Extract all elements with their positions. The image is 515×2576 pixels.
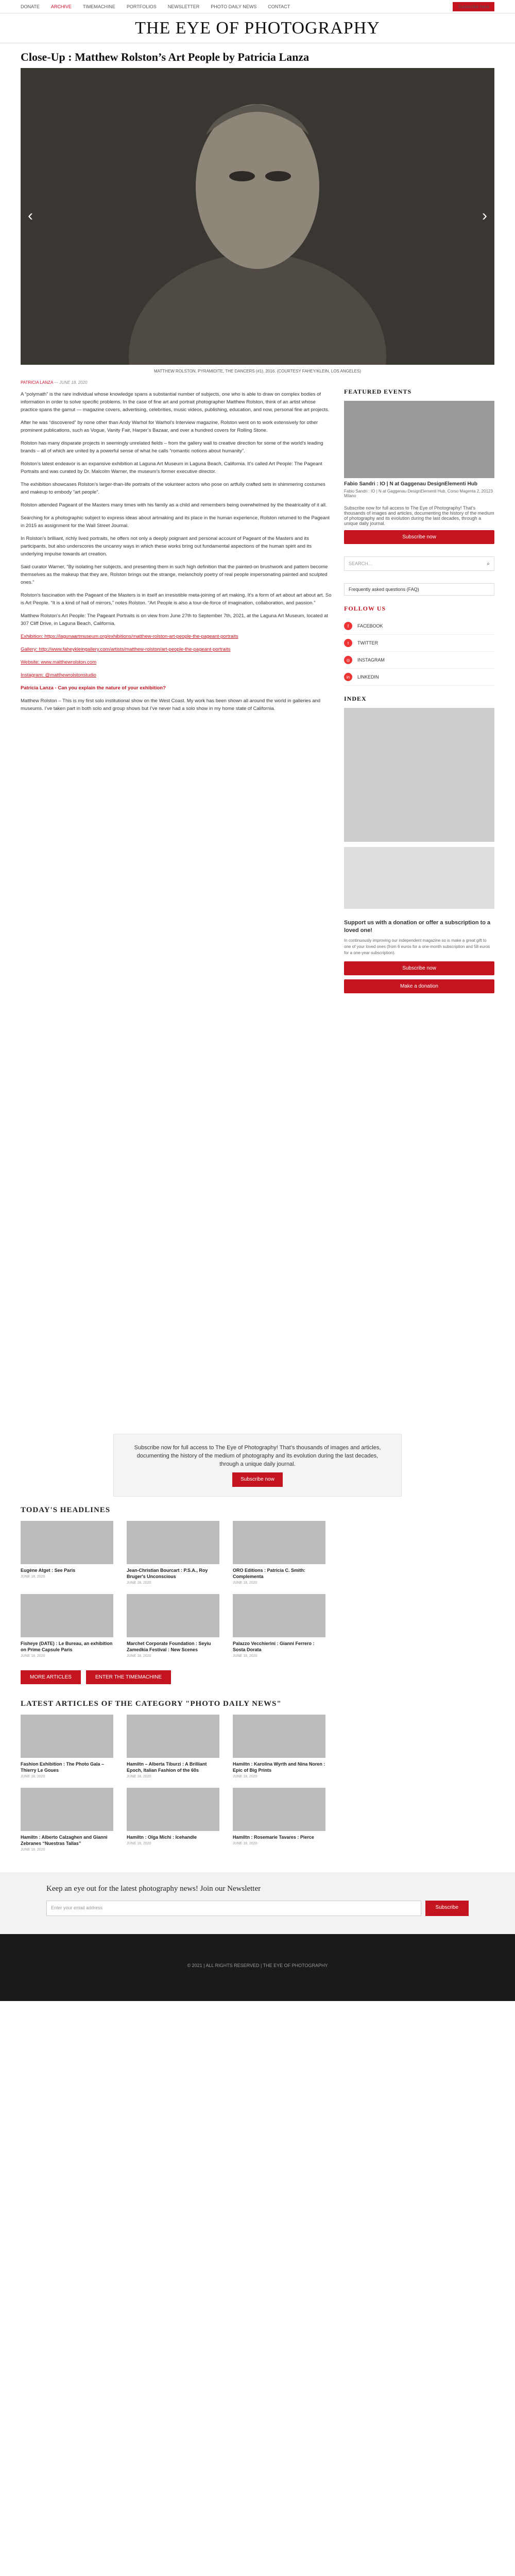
gallery-link[interactable]: Gallery: http://www.faheykleingallery.com/artists/matthew-rolston/art-people-the-pageant-portraits [21, 647, 231, 652]
byline: PATRICIA LANZA — JUNE 18, 2020 [21, 380, 88, 385]
footer [0, 1934, 515, 2001]
latest-card[interactable]: Hamiltn : Rosemarie Tavares : Pierce JUNE 18, 2020 [233, 1788, 325, 1852]
index-title: INDEX [344, 695, 367, 702]
thumbnail[interactable] [21, 1788, 113, 1831]
nav-contact[interactable]: CONTACT [268, 4, 290, 9]
latest-grid [21, 1715, 494, 1852]
thumbnail[interactable] [233, 1594, 325, 1637]
publish-date: JUNE 18, 2020 [59, 380, 88, 385]
featured-events-title: FEATURED EVENTS [344, 388, 412, 395]
copyright: © 2021 | ALL RIGHTS RESERVED | THE EYE OF PHOTOGRAPHY [187, 1963, 328, 1968]
nav-donate[interactable]: DONATE [21, 4, 40, 9]
nav-portfolios[interactable]: PORTFOLIOS [126, 4, 157, 9]
timemachine-button[interactable]: ENTER THE TIMEMACHINE [86, 1670, 171, 1684]
newsletter-email-input[interactable]: Enter your email address [46, 1901, 421, 1916]
paragraph: Matthew Rolston’s Art People: The Pageant Portraits is on view from June 27th to September 7th, 2021, at the Laguna Art Museum, located at 307 Cliff Drive, in Laguna Beach, California. [21, 613, 328, 626]
subscribe-header-button[interactable]: Subscribe here [453, 2, 494, 11]
headline-card[interactable]: ORO Editions : Patricia C. Smith: Complementa JUNE 18, 2020 [233, 1521, 325, 1585]
twitter-icon: t [344, 639, 352, 647]
support-subscribe-button[interactable]: Subscribe now [344, 961, 494, 975]
follow-us-title: FOLLOW US [344, 605, 386, 612]
headline-card[interactable]: Jean-Christian Bourcart : P.S.A., Roy Bruger's Unconscious JUNE 18, 2020 [127, 1521, 219, 1585]
newsletter-title: Keep an eye out for the latest photography news! Join our Newsletter [46, 1885, 261, 1893]
website-link[interactable]: Website: www.matthewrolston.com [21, 659, 97, 665]
headline-card[interactable]: Palazzo Vecchierini : Gianni Ferrero : Sosta Dorata JUNE 18, 2020 [233, 1594, 325, 1658]
instagram-link[interactable]: Instagram: @matthewrolstonstudio [21, 672, 96, 678]
prev-slide-icon[interactable]: ‹ [28, 207, 33, 224]
instagram-icon: ◎ [344, 656, 352, 664]
thumbnail[interactable] [21, 1715, 113, 1758]
paragraph: After he was “discovered” by none other than Andy Warhol for Warhol's Interview magazine, Rolston went on to work extensively for other prominent publications, such as Vogue, Vanity Fair, Harper’s Bazaar, and over a hundred covers for Rolling Stone. [21, 420, 318, 433]
interview-question: Patricia Lanza - Can you explain the nature of your exhibition? [21, 685, 166, 691]
headline-card[interactable]: Fisheye (DATE) : Le Bureau, an exhibition on Prime Capsule Paris JUNE 18, 2020 [21, 1594, 113, 1658]
headline-grid [21, 1521, 494, 1658]
index-photo-grid[interactable] [344, 708, 494, 842]
headlines-section [0, 1506, 515, 1658]
social-instagram[interactable]: ◎ INSTAGRAM [344, 652, 494, 669]
thumbnail[interactable] [233, 1788, 325, 1831]
site-logo[interactable]: THE EYE OF PHOTOGRAPHY [135, 18, 380, 38]
article-body [21, 379, 332, 1418]
subscribe-note: Subscribe now for full access to The Eye of Photography! That’s thousands of images and articles, documenting the history of the medium of photography and its evolution during the last decades, through a unique daily journal. [344, 505, 494, 526]
paragraph: A “polymath” is the rare individual whose knowledge spans a substantial number of subjects, one who is able to draw on complex bodies of information in order to solve specific problems. In the case of fine art and portrait photographer Matthew Rolston, think of an artist whose practice spans the gamut — magazine covers, advertising, celebrities, music videos, publishing, education, and now, personal fine art projects. [21, 392, 330, 413]
portrait-illustration [21, 68, 494, 365]
paragraph: Rolston’s latest endeavor is an expansive exhibition at Laguna Art Museum in Laguna Beach, California. It’s called Art People: The Pageant Portraits and was curated by Dr. Malcolm Warner, the museum’s former executive director. [21, 461, 322, 474]
top-nav [0, 0, 515, 13]
nav-newsletter[interactable]: NEWSLETTER [167, 4, 200, 9]
search-icon[interactable]: ⌕ [487, 561, 490, 567]
paragraph: Rolston's fascination with the Pageant of the Masters is in itself an irresistible meta-joining of art making. It's a form of art about art about art. So is Art People. “It is a kind of hall of mirrors,” notes Rolston. “Art People is also a tour-de-force of imagination, collaboration, and passion.” [21, 592, 332, 606]
newsletter-subscribe-button[interactable]: Subscribe [425, 1901, 469, 1916]
facebook-icon: f [344, 622, 352, 630]
latest-card[interactable]: Hamiltn : Karolina Wyrth and Nina Noren : Epic of Big Prints JUNE 18, 2020 [233, 1715, 325, 1778]
sidebar-subscribe-button[interactable]: Subscribe now [344, 530, 494, 544]
more-articles-button[interactable]: MORE ARTICLES [21, 1670, 81, 1684]
article-title: Close-Up : Matthew Rolston’s Art People by Patricia Lanza [21, 50, 310, 63]
thumbnail[interactable] [127, 1594, 219, 1637]
nav-archive[interactable]: ARCHIVE [50, 4, 72, 9]
latest-card[interactable]: Hamiltn : Olga Michi : Icehandle JUNE 18, 2020 [127, 1788, 219, 1852]
nav-timemachine[interactable]: TIMEMACHINE [82, 4, 115, 9]
event-title[interactable]: Fabio Sandri : IO | N at Gaggenau DesignElementi Hub [344, 481, 477, 487]
latest-card[interactable]: Hamiltn – Alberta Tiburzi : A Brilliant Epoch, Italian Fashion of the 60s JUNE 18, 2020 [127, 1715, 219, 1778]
subscribe-banner-text: Subscribe now for full access to The Eye of Photography! That’s thousands of images and articles, documenting the history of the medium of photography and its evolution during the last decades, through a unique daily journal. [134, 1445, 381, 1467]
paragraph: In Rolston’s brilliant, richly lived portraits, he offers not only a deeply poignant and personal account of Pageant of the Masters and its participants, but also underscores the uncanny ways in which these works bring out fundamental aspections of the human spirit and its underlying impulse towards art creation. [21, 536, 312, 557]
event-description: Fabio Sandri : IO | N at Gaggenau DesignElementi Hub, Corso Magenta 2, 20123 Milano [344, 489, 493, 498]
promo-photo[interactable] [344, 847, 494, 909]
newsletter-section [0, 1872, 515, 1934]
nav-photo-daily-news[interactable]: PHOTO DAILY NEWS [211, 4, 257, 9]
support-title: Support us with a donation or offer a subscription to a loved one! [344, 920, 491, 934]
paragraph: Rolston has many disparate projects in seemingly unrelated fields – from the gallery wall to creative direction for some of the world's leading brands – all of which are united by a powerful sense of what he calls “romantic notions about humanity”. [21, 440, 323, 454]
paragraph: Rolston attended Pageant of the Masters many times with his family as a child and remembers being overwhelmed by the theatricality of it all. [21, 502, 327, 508]
exhibition-link[interactable]: Exhibition: https://lagunaartmuseum.org/exhibitions/matthew-rolston-art-people-the-pageant-portraits [21, 634, 238, 639]
faq-select[interactable]: Frequently asked questions (FAQ) [344, 583, 494, 596]
thumbnail[interactable] [127, 1715, 219, 1758]
hero-image [21, 68, 494, 365]
article-continued [21, 718, 332, 1418]
masthead [0, 13, 515, 43]
latest-card[interactable]: Hamiltn : Alberto Calzaghen and Gianni Zebranes “Nuestras Tallas” JUNE 18, 2020 [21, 1788, 113, 1852]
social-linkedin[interactable]: in LINKEDIN [344, 669, 494, 686]
next-slide-icon[interactable]: › [482, 207, 487, 224]
linkedin-icon: in [344, 673, 352, 681]
image-caption: MATTHEW ROLSTON, PYRAMIDITE, THE DANCERS (#1), 2016. (COURTESY FAHEY/KLEIN, LOS ANGELES) [153, 369, 362, 374]
thumbnail[interactable] [21, 1521, 113, 1564]
sidebar [344, 379, 494, 1418]
latest-card[interactable]: Fashion Exhibition : The Photo Gala – Thierry Le Goues JUNE 18, 2020 [21, 1715, 113, 1778]
interview-answer: Matthew Rolston – This is my first solo institutional show on the West Coast. My work has been shown all around the world in galleries and museums. I’ve taken part in both solo and group shows but I’ve never had a solo show in my home state of California. [21, 698, 321, 711]
paragraph: Said curator Warner, “By isolating her subjects, and presenting them in such high definition that the painted-on brushwork and pattern become themselves as the makeup that they are, Rolston brings out the strange, melancholy poetry of real people impersonating painted and sculpted ones.” [21, 564, 328, 585]
donation-button[interactable]: Make a donation [344, 979, 494, 993]
paragraph: The exhibition showcases Rolston’s larger-than-life portraits of the volunteer actors who pose on artfully crafted sets in shimmering costumes and makeup to embody “art people”. [21, 482, 325, 495]
thumbnail[interactable] [21, 1594, 113, 1637]
thumbnail[interactable] [127, 1521, 219, 1564]
headlines-title: TODAY'S HEADLINES [21, 1506, 111, 1514]
subscribe-banner-button[interactable]: Subscribe now [232, 1472, 283, 1487]
paragraph: Searching for a photographic subject to express ideas about artmaking and its place in the human experience, Rolston returned to the Pageant in 2015 as assignment for the Wall Street Journal. [21, 515, 330, 529]
headline-card[interactable]: Marchet Corporate Foundation : Seyiu Zamedkia Festival : New Scenes JUNE 18, 2020 [127, 1594, 219, 1658]
latest-title: LATEST ARTICLES OF THE CATEGORY "PHOTO DAILY NEWS" [21, 1700, 282, 1708]
thumbnail[interactable] [127, 1788, 219, 1831]
support-text: In continuously improving our independent magazine so is make a great gift to one of your loved ones (from 6 euros for a one-month subscription and 58 euros for a one-year subscription). [344, 938, 490, 955]
subscribe-banner [113, 1434, 402, 1497]
thumbnail[interactable] [233, 1521, 325, 1564]
latest-section [0, 1700, 515, 1872]
headline-card[interactable]: Eugène Atget : See Paris JUNE 18, 2020 [21, 1521, 113, 1585]
event-image[interactable] [344, 401, 494, 478]
social-twitter[interactable]: t TWITTER [344, 635, 494, 652]
search-input[interactable]: SEARCH… [349, 561, 373, 566]
thumbnail[interactable] [233, 1715, 325, 1758]
social-facebook[interactable]: f FACEBOOK [344, 618, 494, 635]
author-link[interactable]: PATRICIA LANZA [21, 380, 53, 385]
